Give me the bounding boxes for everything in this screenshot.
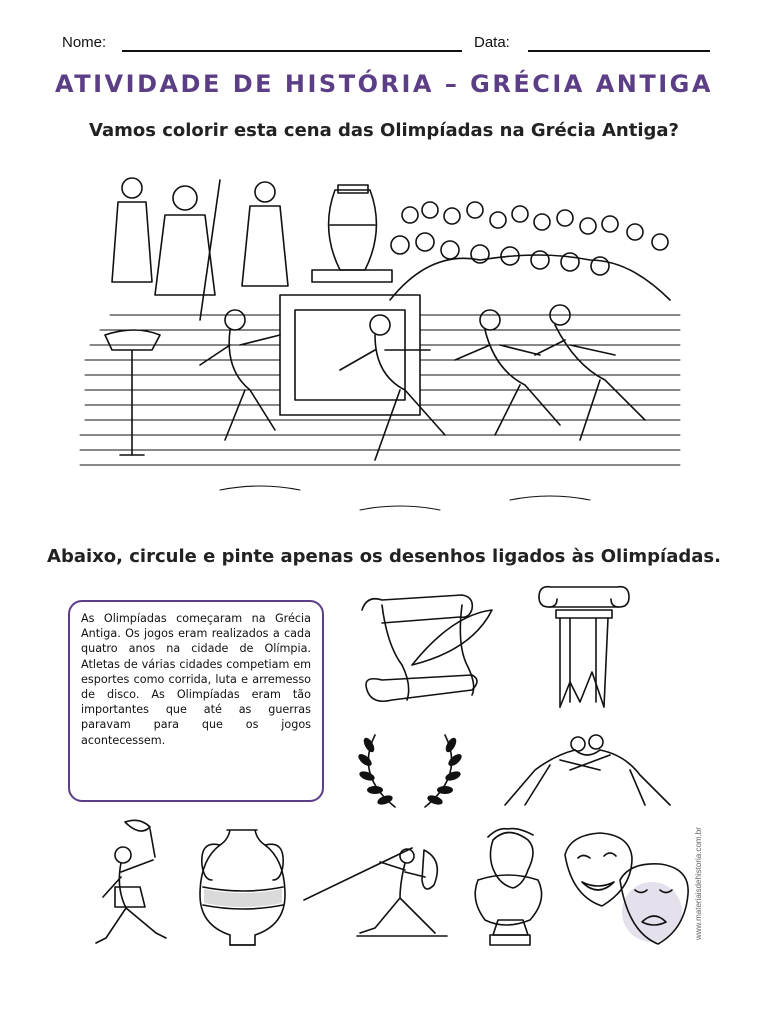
- amphora-icon[interactable]: [195, 825, 290, 950]
- date-label: Data:: [474, 34, 510, 51]
- scroll-and-quill-icon[interactable]: [352, 585, 492, 705]
- date-field[interactable]: [528, 50, 710, 52]
- olympic-race-scene: [80, 170, 680, 520]
- instruction-heading: Abaixo, circule e pinte apenas os desenhos ligados às Olimpíadas.: [47, 546, 721, 567]
- subtitle: Vamos colorir esta cena das Olimpíadas na Grécia Antiga?: [89, 120, 679, 141]
- site-credit: www.materiaisdehistoria.com.br: [694, 827, 703, 940]
- javelin-thrower-icon[interactable]: [302, 842, 452, 942]
- wrestlers-icon[interactable]: [500, 730, 680, 810]
- laureate-bust-icon[interactable]: [468, 825, 553, 950]
- page-title: ATIVIDADE DE HISTÓRIA – GRÉCIA ANTIGA: [55, 70, 713, 98]
- theatre-masks-icon[interactable]: [560, 830, 700, 950]
- ionic-column-icon[interactable]: [534, 582, 634, 712]
- name-field[interactable]: [122, 50, 462, 52]
- laurel-wreath-icon[interactable]: [355, 730, 465, 810]
- info-box: As Olimpíadas começaram na Grécia Antiga. Os jogos eram realizados a cada quatro anos na cidade de Olímpia. Atletas de várias cidades competiam em esportes como corrida, luta e arremesso de disco. As Olimpíadas eram tão importantes que até as guerras paravam para que os jogos acontecessem.: [68, 600, 324, 802]
- torch-runner-icon[interactable]: [85, 817, 185, 952]
- name-label: Nome:: [62, 34, 107, 51]
